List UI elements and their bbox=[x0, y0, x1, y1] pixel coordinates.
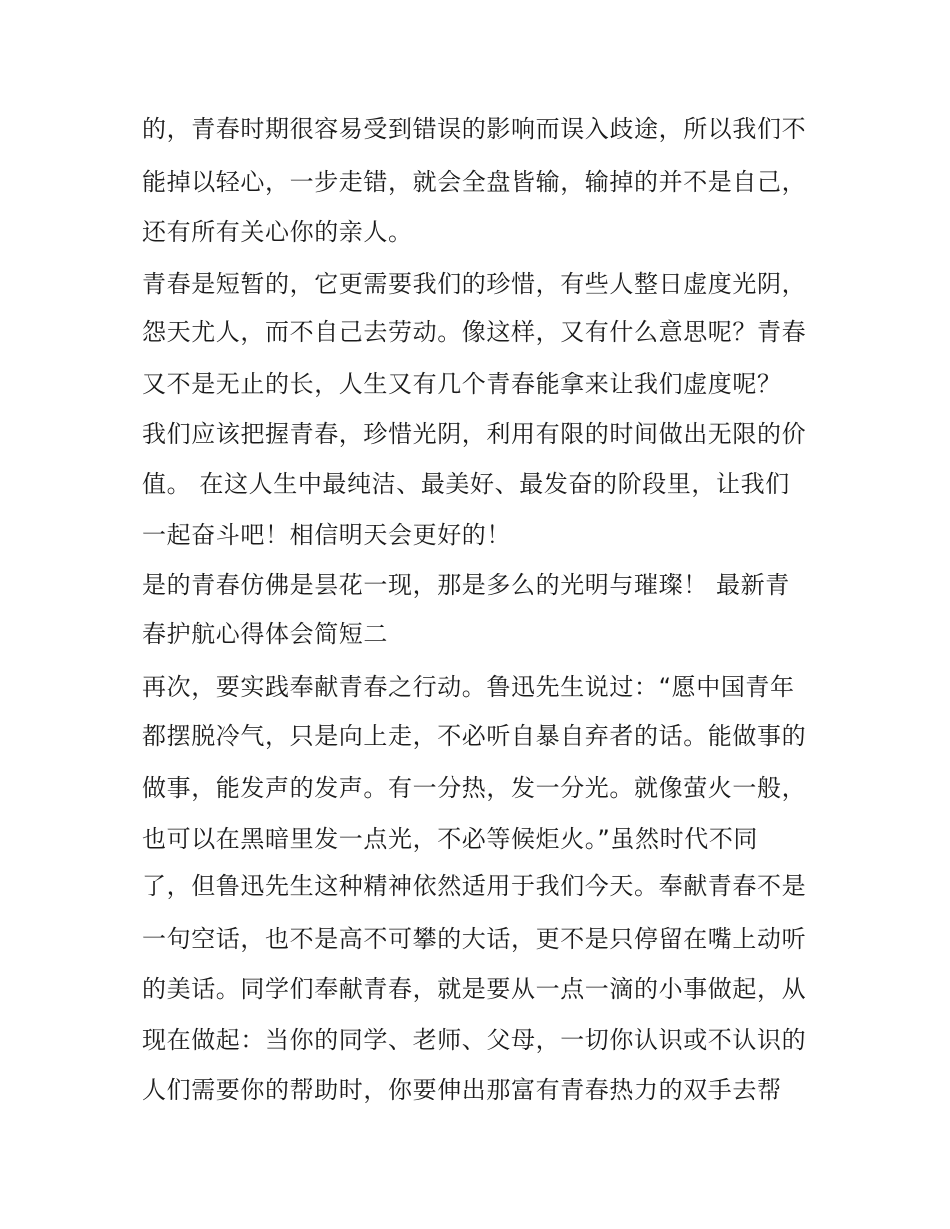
text-line: 又不是无止的长，人生又有几个青春能拿来让我们虚度呢？ bbox=[142, 370, 782, 398]
text-line: 都摆脱冷气，只是向上走，不必听自暴自弃者的话。能做事的 bbox=[142, 722, 807, 750]
text-line: 值。 在这人生中最纯洁、最美好、最发奋的阶段里，让我们 bbox=[142, 470, 790, 498]
text-line: 再次，要实践奉献青春之行动。鲁迅先生说过：“愿中国青年 bbox=[142, 673, 795, 701]
text-line: 了，但鲁迅先生这种精神依然适用于我们今天。奉献青春不是 bbox=[142, 872, 807, 900]
text-line: 也可以在黑暗里发一点光，不必等候炬火。”虽然时代不同 bbox=[142, 825, 759, 853]
text-line: 做事，能发声的发声。有一分热，发一分光。就像萤火一般， bbox=[142, 774, 807, 802]
text-line: 一句空话，也不是高不可攀的大话，更不是只停留在嘴上动听 bbox=[142, 925, 807, 953]
text-line: 能掉以轻心，一步走错，就会全盘皆输，输掉的并不是自己， bbox=[142, 168, 807, 196]
text-line: 现在做起：当你的同学、老师、父母，一切你认识或不认识的 bbox=[142, 1026, 807, 1054]
text-line: 我们应该把握青春，珍惜光阴，利用有限的时间做出无限的价 bbox=[142, 420, 807, 448]
text-line: 怨天尤人，而不自己去劳动。像这样，又有什么意思呢？青春 bbox=[142, 318, 807, 346]
text-line: 人们需要你的帮助时，你要伸出那富有青春热力的双手去帮 bbox=[142, 1076, 782, 1104]
text-line: 的，青春时期很容易受到错误的影响而误入歧途，所以我们不 bbox=[142, 115, 807, 143]
text-line: 还有所有关心你的亲人。 bbox=[142, 218, 413, 246]
text-line: 是的青春仿佛是昙花一现，那是多么的光明与璀璨！ 最新青 bbox=[142, 571, 790, 599]
text-line: 一起奋斗吧！相信明天会更好的！ bbox=[142, 521, 511, 549]
text-line: 的美话。同学们奉献青春，就是要从一点一滴的小事做起，从 bbox=[142, 975, 807, 1003]
text-line: 春护航心得体会简短二 bbox=[142, 620, 388, 648]
text-line: 青春是短暂的，它更需要我们的珍惜，有些人整日虚度光阴， bbox=[142, 270, 807, 298]
